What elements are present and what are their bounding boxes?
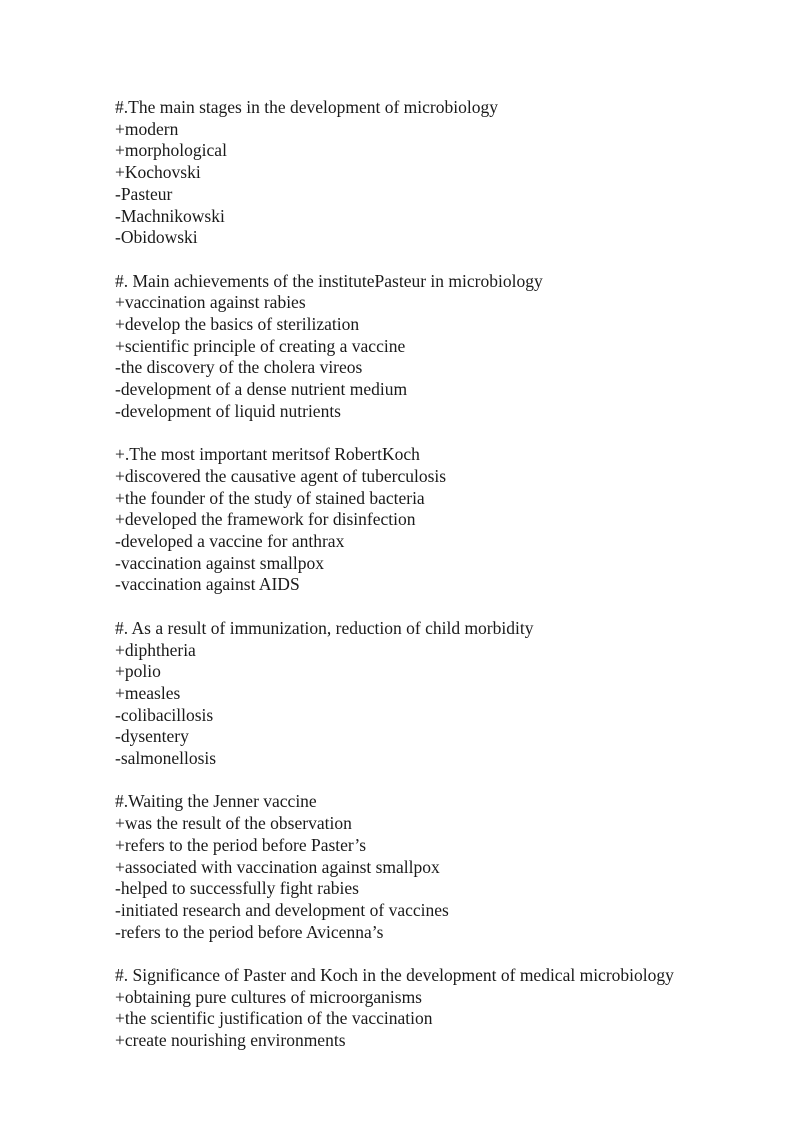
answer-option: +create nourishing environments: [115, 1030, 346, 1051]
answer-option: -helped to successfully fight rabies: [115, 878, 359, 899]
answer-option: -refers to the period before Avicenna’s: [115, 921, 384, 942]
answer-option: +polio: [115, 661, 161, 682]
answer-option: -Machnikowski: [115, 205, 225, 226]
answer-option: +associated with vaccination against smallpox: [115, 856, 440, 877]
answer-option: +morphological: [115, 140, 227, 161]
answer-option: +obtaining pure cultures of microorganisms: [115, 986, 422, 1007]
answer-option: -initiated research and development of vaccines: [115, 899, 449, 920]
answer-option: -developed a vaccine for anthrax: [115, 531, 345, 552]
answer-option: -development of a dense nutrient medium: [115, 379, 408, 400]
answer-option: +vaccination against rabies: [115, 292, 306, 313]
answer-option: +scientific principle of creating a vaccine: [115, 335, 406, 356]
answer-option: -Pasteur: [115, 183, 173, 204]
answer-option: -development of liquid nutrients: [115, 400, 341, 421]
answer-option: +developed the framework for disinfection: [115, 509, 416, 530]
question-title: #. As a result of immunization, reduction of child morbidity: [115, 617, 534, 638]
document-page: [115, 97, 775, 1074]
answer-option: -dysentery: [115, 726, 189, 747]
question-title: #.The main stages in the development of microbiology: [115, 97, 498, 117]
answer-option: -the discovery of the cholera vireos: [115, 357, 363, 378]
answer-option: -vaccination against smallpox: [115, 552, 324, 573]
answer-option: +the scientific justification of the vaccination: [115, 1008, 433, 1029]
answer-option: +refers to the period before Paster’s: [115, 834, 367, 855]
question-block: [115, 444, 775, 596]
question-title: #. Significance of Paster and Koch in the development of medical microbiology: [115, 965, 674, 986]
answer-option: +measles: [115, 682, 181, 703]
question-block: [115, 97, 775, 249]
question-block: [115, 791, 775, 943]
question-title: +.The most important meritsof RobertKoch: [115, 444, 420, 465]
answer-option: -vaccination against AIDS: [115, 574, 300, 595]
answer-option: +the founder of the study of stained bacteria: [115, 487, 425, 508]
question-block: [115, 271, 775, 423]
answer-option: -colibacillosis: [115, 704, 214, 725]
answer-option: +was the result of the observation: [115, 813, 352, 834]
question-block: [115, 965, 775, 1052]
question-title: #. Main achievements of the institutePasteur in microbiology: [115, 270, 543, 291]
answer-option: +Kochovski: [115, 162, 201, 183]
question-title: #.Waiting the Jenner vaccine: [115, 791, 317, 812]
answer-option: +modern: [115, 118, 179, 139]
answer-option: -salmonellosis: [115, 748, 217, 769]
answer-option: +diphtheria: [115, 639, 196, 660]
answer-option: +develop the basics of sterilization: [115, 314, 360, 335]
answer-option: -Obidowski: [115, 227, 198, 248]
question-block: [115, 618, 775, 770]
answer-option: +discovered the causative agent of tuberculosis: [115, 465, 447, 486]
